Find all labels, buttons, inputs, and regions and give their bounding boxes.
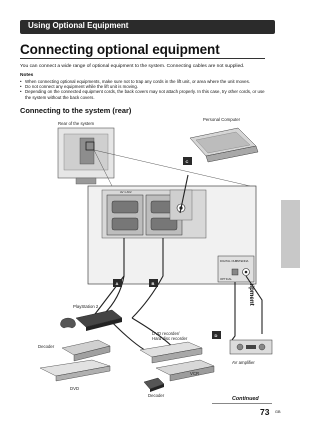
continued-label: Continued xyxy=(232,396,259,402)
marker-c-label: C xyxy=(185,159,189,164)
notes-heading: Notes xyxy=(20,73,34,78)
note-item: • When connecting optional equipments, make sure not to trap any cords in the lift unit, or area where the unit moves. xyxy=(20,79,266,84)
pc-label: Personal Computer xyxy=(203,117,241,122)
page-title: Connecting optional equipment xyxy=(20,42,220,57)
dvd-recorder-label-line1: DVD recorder/ xyxy=(152,331,180,336)
note-item: • Depending on the connected equipment cords, the back covers may not attach properly. In this case, try other cords, or use the system without the back covers. xyxy=(20,89,266,99)
decoder-bottom-icon xyxy=(144,378,164,392)
decoder-left-label: Decoder xyxy=(38,344,55,349)
intro-text: You can connect a wide range of optional equipment to the system. Connecting cables are not supplied. xyxy=(20,64,245,69)
page-suffix: GB xyxy=(275,410,281,414)
ps2-label: PlayStation 2 xyxy=(73,304,99,309)
dvd-recorder-label xyxy=(152,331,188,341)
subheading: Connecting to the system (rear) xyxy=(20,106,132,115)
dvd-recorder-label-line2: Hard disc recorder xyxy=(152,336,188,341)
vcr-label: VCR xyxy=(190,371,200,376)
panel-av-label: AV 1 AV2 xyxy=(120,190,132,194)
connector-panel xyxy=(88,186,256,284)
tv-rear-unit xyxy=(58,128,114,184)
continued-rule xyxy=(212,403,272,404)
dvd-recorder-icon xyxy=(140,342,202,363)
note-item: • Do not connect any equipment while the lift unit is moving. xyxy=(20,84,266,89)
section-header-label: Using Optional Equipment xyxy=(28,21,129,30)
av-amp-label: AV amplifier xyxy=(232,360,255,365)
av-amplifier-icon xyxy=(230,340,272,354)
marker-a-label: A xyxy=(115,281,119,286)
panel-optical: OPTICAL xyxy=(220,277,232,281)
vcr-icon xyxy=(156,360,214,381)
marker-d-label: D xyxy=(214,333,218,338)
personal-computer-icon xyxy=(190,128,258,162)
page-number: 73 xyxy=(260,407,270,417)
rear-label: Rear of the system xyxy=(58,121,95,126)
dvd-label: DVD xyxy=(70,386,80,391)
decoder-left-icon xyxy=(62,340,110,361)
panel-digital-out: DIGITAL OUT xyxy=(220,259,238,263)
dvd-player-icon xyxy=(40,360,110,381)
decoder-bottom-label: Decoder xyxy=(148,393,165,398)
panel-antenna: ANTENNA xyxy=(235,259,249,263)
playstation-2-icon xyxy=(60,310,122,331)
marker-b-label: B xyxy=(151,281,155,286)
